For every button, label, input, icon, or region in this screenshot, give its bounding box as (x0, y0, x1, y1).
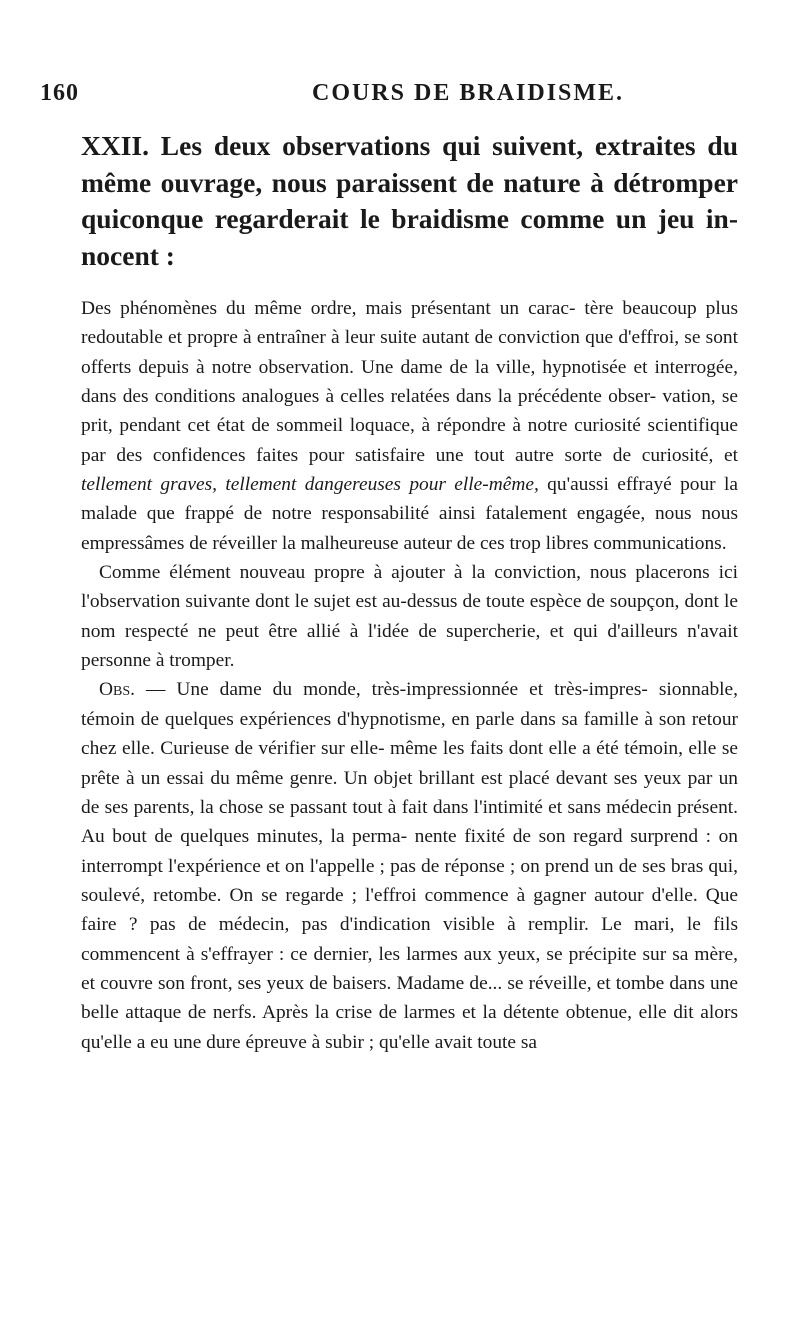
observation-label: Obs. (99, 679, 135, 701)
page-body (81, 128, 738, 1057)
paragraph-1-text-a: Des phénomènes du même ordre, mais présentant un carac- tère beaucoup plus redoutable et propre à entraîner à leur suite autant de conviction que d'effroi, se sont offerts depuis à notre observation. Une dame de la ville, hypnotisée et interrogée, dans des conditions analogues à celles relatées dans la précédente obser- vation, se prit, pendant cet état de sommeil loquace, à répondre à notre curiosité scientifique par des confidences faites pour satisfaire une tout autre sorte de curiosité, et (81, 298, 738, 466)
running-head (40, 80, 760, 114)
paragraph-2: Comme élément nouveau propre à ajouter à la conviction, nous placerons ici l'observation suivante dont le sujet est au-dessus de toute espèce de soupçon, dont le nom respecté ne peut être allié à l'idée de supercherie, et qui d'ailleurs n'avait personne à tromper. (81, 562, 738, 672)
section-number: XXII. (81, 130, 149, 161)
section-intro-text: Les deux observations qui suivent, extraites du même ouvrage, nous paraissent de nature à détromper quiconque regarderait le braidisme comme un jeu in- nocent : (81, 130, 739, 271)
paragraph-1-italic: tellement graves, tellement dangereuses pour elle-même, (81, 474, 539, 496)
page-number: 160 (40, 80, 79, 106)
paragraph-3 (81, 675, 738, 1056)
section-intro (81, 128, 738, 274)
running-title: COURS DE BRAIDISME. (312, 80, 625, 106)
paragraph-3-text: — Une dame du monde, très-impressionnée et très-impres- sionnable, témoin de quelques expériences d'hypnotisme, en parle dans sa famille à son retour chez elle. Curieuse de vérifier sur elle- même les faits dont elle a été témoin, elle se prête à un essai du même genre. Un objet brillant est placé devant ses yeux par un de ses parents, la chose se passant tout à fait dans l'intimité et sans médecin présent. Au bout de quelques minutes, la perma- nente fixité de son regard surprend : on interrompt l'expérience et on l'appelle ; pas de réponse ; on prend un de ses bras qui, soulevé, retombe. On se regarde ; l'effroi commence à gagner autour d'elle. Que faire ? pas de médecin, pas d'indication visible à remplir. Le mari, le fils commencent à s'effrayer : ce dernier, les larmes aux yeux, se précipite sur sa mère, et couvre son front, ses yeux de baisers. Madame de... se réveille, et tombe dans une belle attaque de nerfs. Après la crise de larmes et la détente obtenue, elle dit alors qu'elle a eu une dure épreuve à subir ; qu'elle avait toute sa (81, 679, 738, 1053)
paragraph-1 (81, 294, 738, 558)
paragraph-1-text-b: qu'aussi effrayé pour la malade que frappé de notre responsabilité ainsi fatalement engagée, nous nous empressâmes de réveiller la malheureuse auteur de ces trop libres communications. (81, 474, 738, 554)
